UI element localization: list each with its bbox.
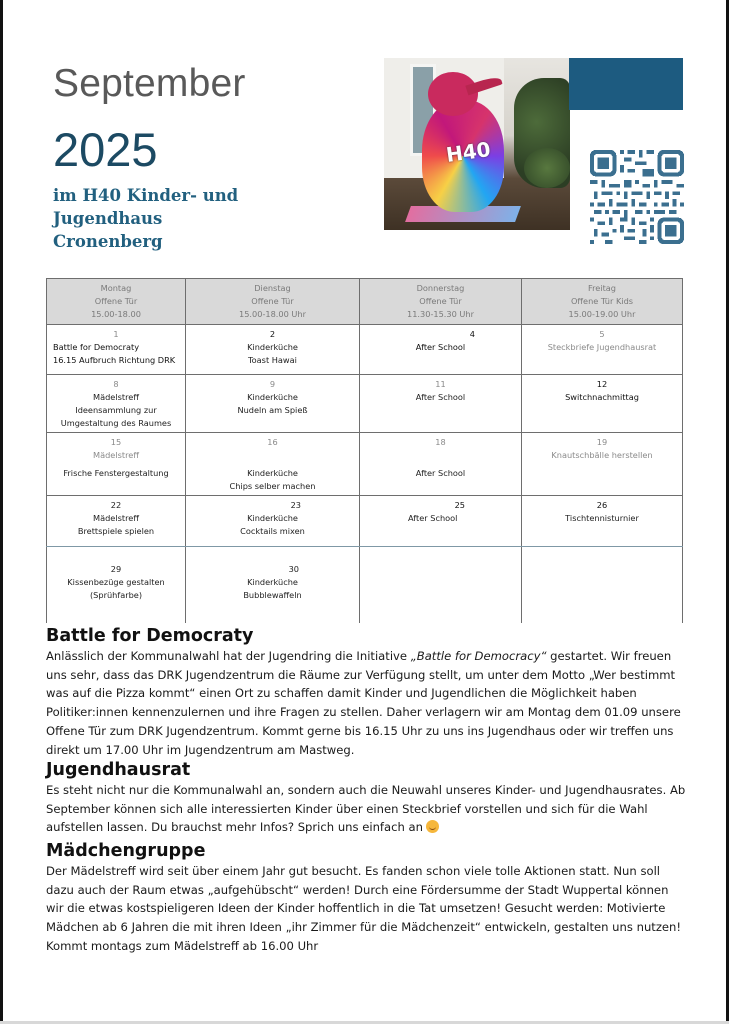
title-year: 2025 (53, 123, 158, 176)
qr-code-icon[interactable] (590, 150, 684, 244)
event-line: Knautschbälle herstellen (551, 450, 653, 460)
calendar-cell (522, 496, 683, 547)
calendar-cell (186, 547, 360, 623)
photo-shrub-2 (524, 148, 570, 188)
date-number: 1 (113, 329, 119, 339)
date-number: 29 (110, 564, 122, 574)
section-maedchengruppe (46, 840, 686, 956)
calendar-cell (522, 375, 683, 433)
header-label: Offene Tür (251, 296, 294, 306)
event-line: Chips selber machen (229, 481, 316, 491)
calendar-week-row (47, 547, 683, 623)
calendar-cell (47, 375, 186, 433)
event-line: Umgestaltung des Raumes (60, 418, 172, 428)
header-thursday (360, 279, 522, 325)
date-number: 18 (435, 437, 446, 447)
initiative-name: „Battle for Democracy“ (410, 649, 547, 663)
title-month: September (53, 62, 246, 105)
section-jugendhausrat (46, 759, 686, 837)
header-day: Donnerstag (416, 283, 465, 293)
header-tuesday (186, 279, 360, 325)
calendar-cell-empty (522, 547, 683, 623)
calendar-cell (47, 547, 186, 623)
calendar-cell (360, 375, 522, 433)
calendar-cell (47, 433, 186, 496)
calendar-cell (47, 325, 186, 375)
header-hours: 15.00-19.00 Uhr (568, 309, 636, 319)
event-line: After School (415, 468, 466, 478)
calendar-table (46, 278, 683, 623)
smiley-emoji-icon (426, 820, 439, 833)
event-line: Kinderküche (247, 392, 298, 402)
event-line: (Sprühfarbe) (89, 590, 143, 600)
event-line: Nudeln am Spieß (237, 405, 308, 415)
date-number: 26 (596, 500, 608, 510)
event-line: After School (415, 392, 466, 402)
calendar-cell (360, 496, 522, 547)
event-line: Ideensammlung zur (75, 405, 157, 415)
calendar-week-row (47, 325, 683, 375)
event-line: Kinderküche (247, 468, 298, 478)
calendar-cell (186, 433, 360, 496)
calendar-cell-empty (360, 547, 522, 623)
subtitle-line-1: im H40 Kinder- und (53, 186, 239, 205)
event-line: Steckbriefe Jugendhausrat (547, 342, 657, 352)
section-text (46, 781, 686, 837)
date-number: 2 (269, 329, 276, 339)
date-number: 23 (290, 500, 301, 510)
header-label: Offene Tür (419, 296, 462, 306)
header-hours: 11.30-15.30 Uhr (407, 309, 474, 319)
date-number: 25 (454, 500, 465, 510)
date-number: 9 (269, 379, 276, 389)
event-line: Kissenbezüge gestalten (67, 577, 165, 587)
blue-accent-block (569, 58, 683, 110)
calendar-cell (360, 325, 522, 375)
subtitle (53, 184, 313, 253)
text-body: Es steht nicht nur die Kommunalwahl an, sondern auch die Neuwahl unseres Kinder- und Jugendhausrates. Ab September können sich alle interessierten Kinder über einen Steckbrief vorstellen und sich für die Wahl aufstellen lassen. Du brauchst mehr Infos? Sprich uns einfach an (46, 783, 686, 835)
calendar-cell (360, 433, 522, 496)
section-title: Mädchengruppe (46, 841, 206, 861)
calendar-week-row (47, 496, 683, 547)
page-border-left (0, 0, 3, 1024)
date-number: 22 (110, 500, 122, 510)
event-line: Switchnachmittag (565, 392, 639, 402)
calendar-cell (186, 496, 360, 547)
date-number: 5 (599, 329, 605, 339)
event-line: Battle for Democraty (53, 342, 140, 352)
event-line: Cocktails mixen (240, 526, 305, 536)
event-line: Toast Hawai (248, 355, 297, 365)
text-before: Anlässlich der Kommunalwahl hat der Jugendring die Initiative (46, 649, 411, 663)
section-text: Der Mädelstreff wird seit über einem Jahr gut besucht. Es fanden schon viele tolle Aktionen statt. Nun soll dazu auch der Raum etwas „aufgehübscht“ werden! Durch eine Fördersumme der Stadt Wuppertal können wir die etwas kostspieligeren Ideen der Kinder hoffentlich in die Tat umsetzen! Gesucht werden: Motivierte Mädchen ab 6 Jahren die mit ihren Ideen „ihr Zimmer für die Mädchenzeit“ entwickeln, gestalten uns nutzen! Kommt montags zum Mädelstreff ab 16.00 Uhr (46, 864, 682, 953)
header-friday (522, 279, 683, 325)
date-number: 15 (110, 437, 122, 447)
calendar-week-row (47, 433, 683, 496)
event-line: After School (415, 342, 466, 352)
header-label: Offene Tür (94, 296, 138, 306)
date-number: 4 (469, 329, 475, 339)
calendar-cell (522, 433, 683, 496)
header-day: Montag (100, 283, 132, 293)
section-title: Battle for Democraty (46, 626, 254, 646)
header-day: Freitag (587, 283, 617, 293)
event-line: Kinderküche (247, 513, 298, 523)
event-line: Kinderküche (247, 577, 298, 587)
section-text (46, 647, 686, 759)
calendar-cell (186, 375, 360, 433)
date-number: 8 (113, 379, 119, 389)
date-number: 16 (267, 437, 278, 447)
calendar-week-row (47, 375, 683, 433)
subtitle-line-2: Jugendhaus (53, 209, 163, 228)
subtitle-line-3: Cronenberg (53, 232, 163, 251)
section-battle-for-democracy (46, 625, 686, 759)
header-monday (47, 279, 186, 325)
text-after: gestartet. Wir freuen uns sehr, dass das DRK Jugendzentrum die Räume zur Verfügung stellt, um unter dem Motto „Wer bestimmt was auf die Pizza kommt“ einen Ort zu schaffen damit Kinder und Jugendlichen die Möglichkeit haben Politiker:innen kennenzulernen und ihre Fragen zu stellen. Daher verlagern wir am Montag dem 01.09 unsere Offene Tür zum DRK Jugendzentrum. Kommt gerne bis 16.15 Uhr zu uns ins Jugendhaus oder wir treffen uns direkt um 17.00 Uhr im Jugendzentrum am Mastweg. (46, 649, 681, 757)
event-line: Bubblewaffeln (243, 590, 302, 600)
calendar-cell (522, 325, 683, 375)
header-label: Offene Tür Kids (570, 296, 634, 306)
date-number: 30 (288, 564, 299, 574)
event-line: Brettspiele spielen (77, 526, 155, 536)
penguin-photo (384, 58, 570, 230)
header-hours: 15.00-18.00 Uhr (239, 309, 306, 319)
event-line: Tischtennisturnier (565, 513, 639, 523)
header-hours: 15.00-18.00 (91, 309, 141, 319)
date-number: 11 (435, 379, 446, 389)
penguin-graffiti-text: H40 (444, 137, 493, 167)
calendar-header-row (47, 279, 683, 325)
event-line: Mädelstreff (93, 450, 139, 460)
event-line: 16.15 Aufbruch Richtung DRK (53, 355, 176, 365)
calendar-cell (186, 325, 360, 375)
section-title: Jugendhausrat (46, 760, 191, 780)
calendar-cell (47, 496, 186, 547)
event-line: After School (408, 513, 458, 523)
date-number: 12 (596, 379, 608, 389)
date-number: 19 (596, 437, 608, 447)
event-line: Frische Fenstergestaltung (63, 468, 169, 478)
event-line: Mädelstreff (93, 392, 139, 402)
header-day: Dienstag (254, 283, 291, 293)
event-line: Mädelstreff (93, 513, 139, 523)
event-line: Kinderküche (247, 342, 298, 352)
